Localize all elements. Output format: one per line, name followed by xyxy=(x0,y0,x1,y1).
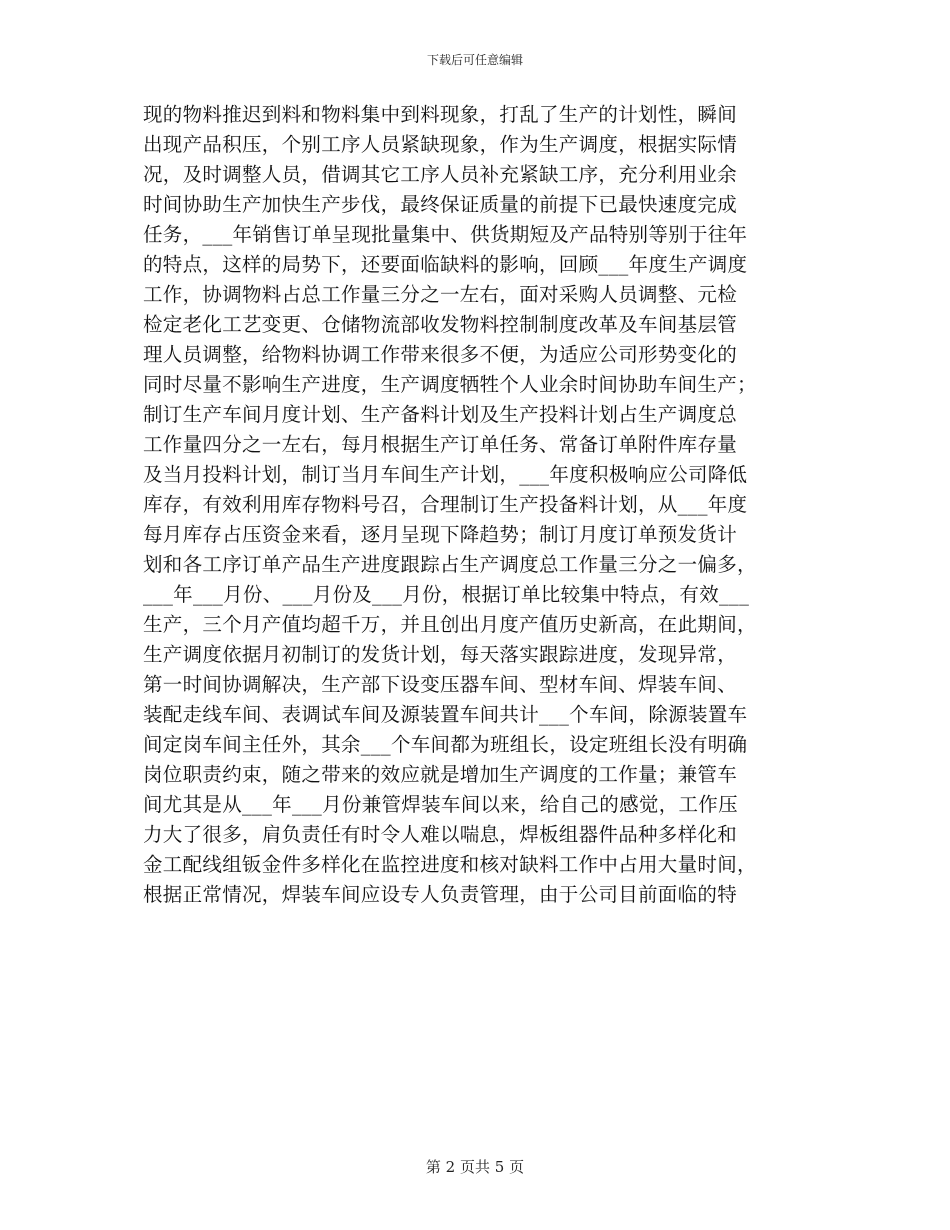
text-line: ___年___月份、___月份及___月份，根据订单比较集中特点，有效___ xyxy=(143,583,750,606)
text-line: 间定岗车间主任外，其余___个车间都为班组长，设定班组长没有明确 xyxy=(143,733,748,756)
text-line: 生产，三个月产值均超千万，并且创出月度产值历史新高，在此期间， xyxy=(143,613,757,636)
text-line: 出现产品积压，个别工序人员紧缺现象，作为生产调度，根据实际情 xyxy=(143,133,738,156)
text-line: 时间协助生产加快生产步伐，最终保证质量的前提下已最快速度完成 xyxy=(143,193,738,216)
text-line: 检定老化工艺变更、仓储物流部收发物料控制制度改革及车间基层管 xyxy=(143,313,738,336)
text-line: 第一时间协调解决，生产部下设变压器车间、型材车间、焊装车间、 xyxy=(143,673,738,696)
text-line: 划和各工序订单产品生产进度跟踪占生产调度总工作量三分之一偏多， xyxy=(143,553,757,576)
text-line: 库存，有效利用库存物料号召，合理制订生产投备料计划，从___年度 xyxy=(143,493,748,516)
text-line: 间尤其是从___年___月份兼管焊装车间以来，给自己的感觉，工作压 xyxy=(143,793,738,816)
page-number: 第 2 页共 5 页 xyxy=(425,1158,525,1176)
text-line: 每月库存占压资金来看，逐月呈现下降趋势；制订月度订单预发货计 xyxy=(143,523,738,546)
text-line: 力大了很多，肩负责任有时令人难以喘息，焊板组器件品种多样化和 xyxy=(143,823,738,846)
text-line: 工作，协调物料占总工作量三分之一左右，面对采购人员调整、元检 xyxy=(143,283,738,306)
text-line: 工作量四分之一左右，每月根据生产订单任务、常备订单附件库存量 xyxy=(143,433,738,456)
text-line: 任务，___年销售订单呈现批量集中、供货期短及产品特别等别于往年 xyxy=(143,223,748,246)
document-body xyxy=(143,100,813,910)
text-line: 岗位职责约束，随之带来的效应就是增加生产调度的工作量；兼管车 xyxy=(143,763,738,786)
text-line: 现的物料推迟到料和物料集中到料现象，打乱了生产的计划性，瞬间 xyxy=(143,103,738,126)
text-line: 的特点，这样的局势下，还要面临缺料的影响，回顾___年度生产调度 xyxy=(143,253,748,276)
text-line: 理人员调整，给物料协调工作带来很多不便，为适应公司形势变化的 xyxy=(143,343,738,366)
text-line: 根据正常情况，焊装车间应设专人负责管理，由于公司目前面临的特 xyxy=(143,883,738,906)
text-line: 况，及时调整人员，借调其它工序人员补充紧缺工序，充分利用业余 xyxy=(143,163,738,186)
text-line: 及当月投料计划，制订当月车间生产计划，___年度积极响应公司降低 xyxy=(143,463,748,486)
page-header: 下载后可任意编辑 xyxy=(426,53,523,67)
text-line: 制订生产车间月度计划、生产备料计划及生产投料计划占生产调度总 xyxy=(143,403,738,426)
text-line: 同时尽量不影响生产进度，生产调度牺牲个人业余时间协助车间生产； xyxy=(143,373,757,396)
text-line: 生产调度依据月初制订的发货计划，每天落实跟踪进度，发现异常， xyxy=(143,643,738,666)
text-line: 金工配线组钣金件多样化在监控进度和核对缺料工作中占用大量时间， xyxy=(143,853,757,876)
text-line: 装配走线车间、表调试车间及源装置车间共计___个车间，除源装置车 xyxy=(143,703,748,726)
